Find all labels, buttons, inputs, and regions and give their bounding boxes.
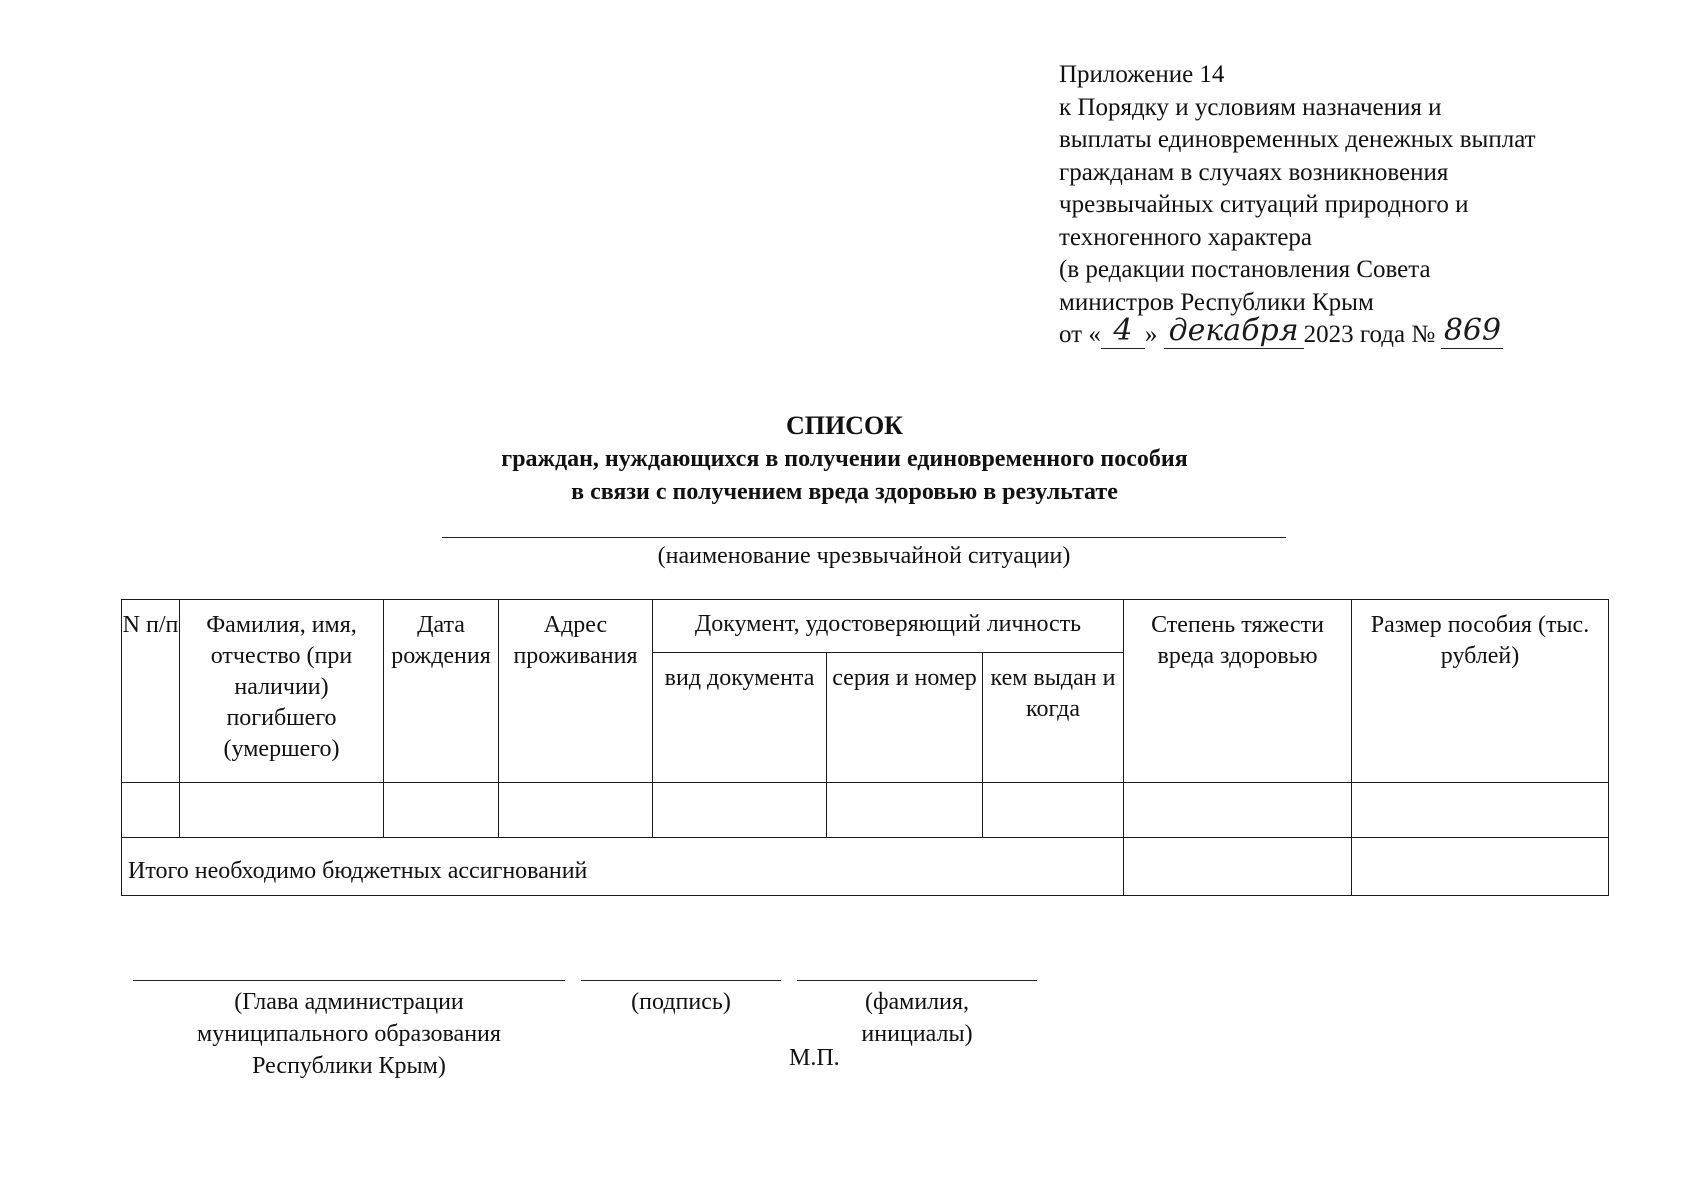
date-prefix: от « (1059, 321, 1101, 348)
header-document-type: вид документа (652, 652, 827, 783)
head-caption-line: муниципального образования (197, 1021, 501, 1047)
date-month-field (1164, 313, 1304, 349)
table-cell-empty (652, 782, 827, 838)
appendix-line: (в редакции постановления Совета (1059, 256, 1431, 283)
document-subtitle-line-1: граждан, нуждающихся в получении единовременного пособия (501, 446, 1188, 472)
name-signature-line (797, 980, 1037, 981)
doc-number-handwritten: 869 (1443, 313, 1502, 348)
date-mid: » (1144, 321, 1158, 348)
header-address: Адрес проживания (498, 599, 653, 783)
appendix-line: чрезвычайных ситуаций природного и (1059, 191, 1469, 218)
table-cell-empty (1351, 782, 1609, 838)
header-harm-severity: Степень тяжести вреда здоровью (1123, 599, 1352, 783)
head-caption-line: Республики Крым) (252, 1053, 446, 1079)
header-benefit-amount: Размер пособия (тыс. рублей) (1351, 599, 1609, 783)
appendix-line: техногенного характера (1059, 223, 1313, 251)
table-cell-empty (498, 782, 653, 838)
signature-line (581, 980, 781, 981)
appendix-line: к Порядку и условиям назначения и (1059, 93, 1442, 121)
date-month-handwritten: декабря (1168, 313, 1299, 348)
head-caption (133, 986, 565, 1082)
table-cell-empty (383, 782, 499, 838)
header-identity-document: Документ, удостоверяющий личность (652, 599, 1124, 653)
name-caption-line: (фамилия, (864, 989, 970, 1015)
table-cell-empty (1123, 782, 1352, 838)
appendix-line: министров Республики Крым (1059, 288, 1374, 316)
table-cell-empty (826, 782, 983, 838)
appendix-reference (1059, 59, 1619, 352)
header-full-name: Фамилия, имя, отчество (при наличии) погибшего (умершего) (179, 599, 384, 783)
table-cell-empty (179, 782, 384, 838)
doc-number-field (1441, 313, 1503, 349)
head-caption-line: (Глава администрации (234, 989, 464, 1015)
head-signature-line (133, 980, 565, 981)
total-label: Итого необходимо бюджетных ассигнований (121, 837, 1124, 896)
name-caption-line: инициалы) (861, 1021, 973, 1047)
situation-blank-line (442, 537, 1286, 538)
table-cell-empty (982, 782, 1124, 838)
date-year-text: 2023 года № (1303, 321, 1436, 348)
header-document-issued: кем выдан и когда (982, 652, 1124, 783)
signature-caption: (подпись) (631, 989, 731, 1015)
seal-mark: М.П. (789, 1045, 840, 1071)
header-document-series: серия и номер (826, 652, 983, 783)
header-number: N п/п (121, 599, 180, 783)
appendix-line: гражданам в случаях возникновения (1059, 158, 1449, 186)
date-day-field (1101, 313, 1145, 349)
document-title-block (0, 409, 1689, 509)
name-caption (797, 986, 1037, 1050)
document-subtitle-line-2: в связи с получением вреда здоровью в результате (571, 479, 1118, 505)
total-severity-cell (1123, 837, 1352, 896)
date-day-handwritten: 4 (1113, 313, 1133, 348)
header-birth-date: Дата рождения (383, 599, 499, 783)
situation-caption: (наименование чрезвычайной ситуации) (657, 543, 1071, 569)
appendix-line: Приложение 14 (1059, 61, 1225, 88)
document-title: СПИСОК (785, 411, 904, 440)
total-amount-cell (1351, 837, 1609, 896)
appendix-line: выплаты единовременных денежных выплат (1059, 126, 1536, 153)
table-cell-empty (121, 782, 180, 838)
resolution-date-line (1059, 313, 1619, 352)
